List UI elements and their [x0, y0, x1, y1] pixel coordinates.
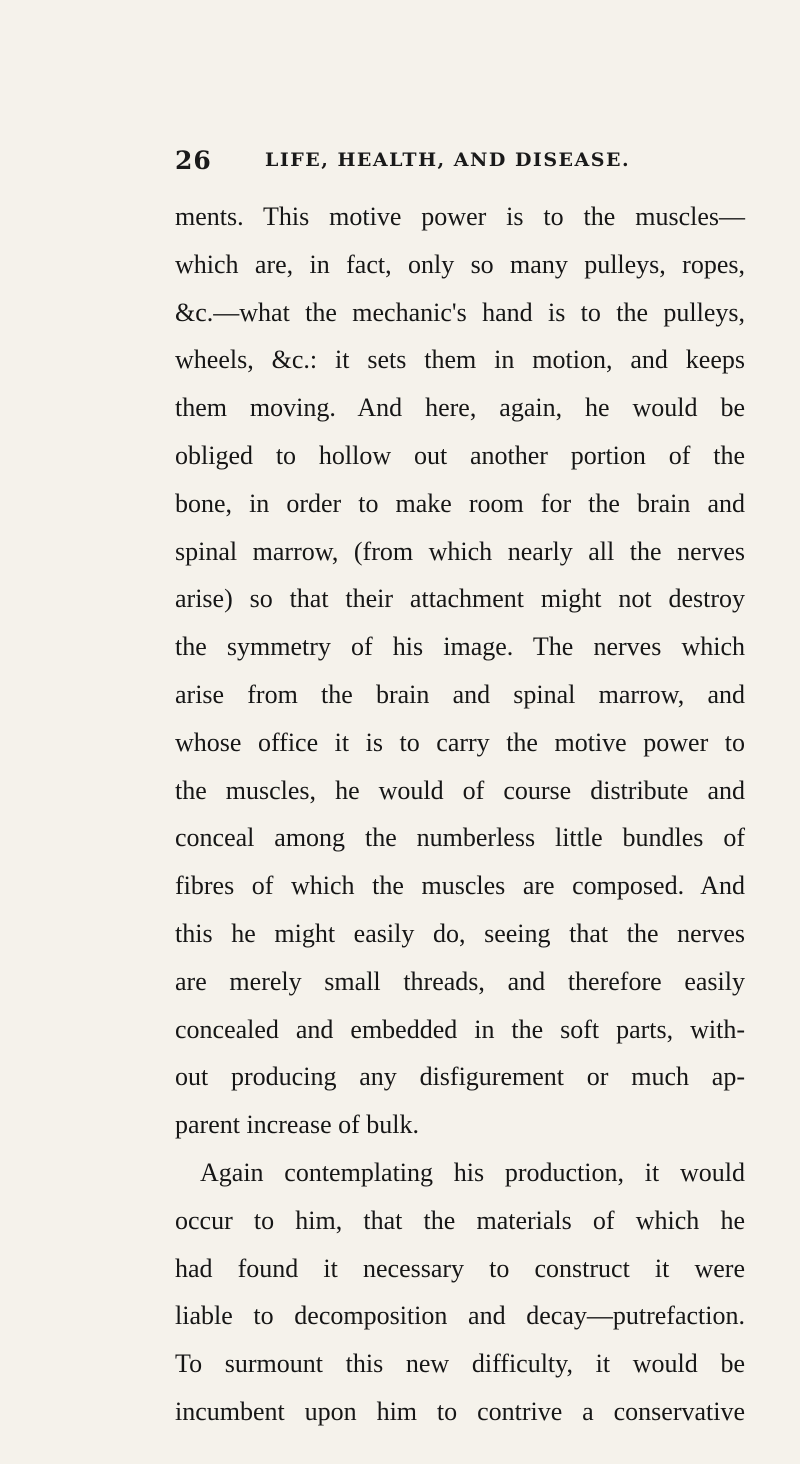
- text-line: obliged to hollow out another portion of the: [175, 440, 745, 470]
- text-line: had found it necessary to construct it were: [175, 1253, 745, 1283]
- text-line: Again contemplating his production, it would: [200, 1157, 745, 1187]
- page-number: 26: [175, 146, 212, 175]
- text-line: out producing any disfigurement or much ap-: [175, 1062, 745, 1092]
- text-line: them moving. And here, again, he would be: [175, 393, 745, 423]
- text-line: To surmount this new difficulty, it would be: [175, 1349, 745, 1379]
- text-line: liable to decomposition and decay—putrefaction.: [175, 1301, 745, 1331]
- text-line: &c.—what the mechanic's hand is to the pulleys,: [175, 297, 745, 327]
- text-line: conceal among the numberless little bundles of: [175, 823, 745, 853]
- text-line: arise from the brain and spinal marrow, and: [175, 679, 745, 709]
- text-line: concealed and embedded in the soft parts, with-: [175, 1014, 745, 1044]
- text-line: whose office it is to carry the motive power to: [175, 727, 745, 757]
- text-line: fibres of which the muscles are composed. And: [175, 871, 745, 901]
- text-line: spinal marrow, (from which nearly all the nerves: [175, 536, 745, 566]
- text-line: incumbent upon him to contrive a conservative: [175, 1396, 745, 1426]
- text-line: this he might easily do, seeing that the nerves: [175, 918, 745, 948]
- text-line: arise) so that their attachment might not destroy: [175, 584, 745, 614]
- text-line: parent increase of bulk.: [175, 1110, 420, 1140]
- text-line: the muscles, he would of course distribute and: [175, 775, 745, 805]
- text-line: bone, in order to make room for the brain and: [175, 488, 745, 518]
- body-text: [175, 193, 745, 1436]
- text-line: which are, in fact, only so many pulleys, ropes,: [175, 249, 745, 279]
- running-head: [175, 146, 735, 178]
- text-line: ments. This motive power is to the muscles—: [175, 202, 745, 231]
- running-title: LIFE, HEALTH, AND DISEASE.: [265, 149, 631, 171]
- text-line: the symmetry of his image. The nerves which: [175, 632, 745, 662]
- text-line: occur to him, that the materials of which he: [175, 1205, 745, 1235]
- text-line: are merely small threads, and therefore easily: [175, 966, 745, 996]
- text-line: wheels, &c.: it sets them in motion, and keeps: [175, 345, 745, 375]
